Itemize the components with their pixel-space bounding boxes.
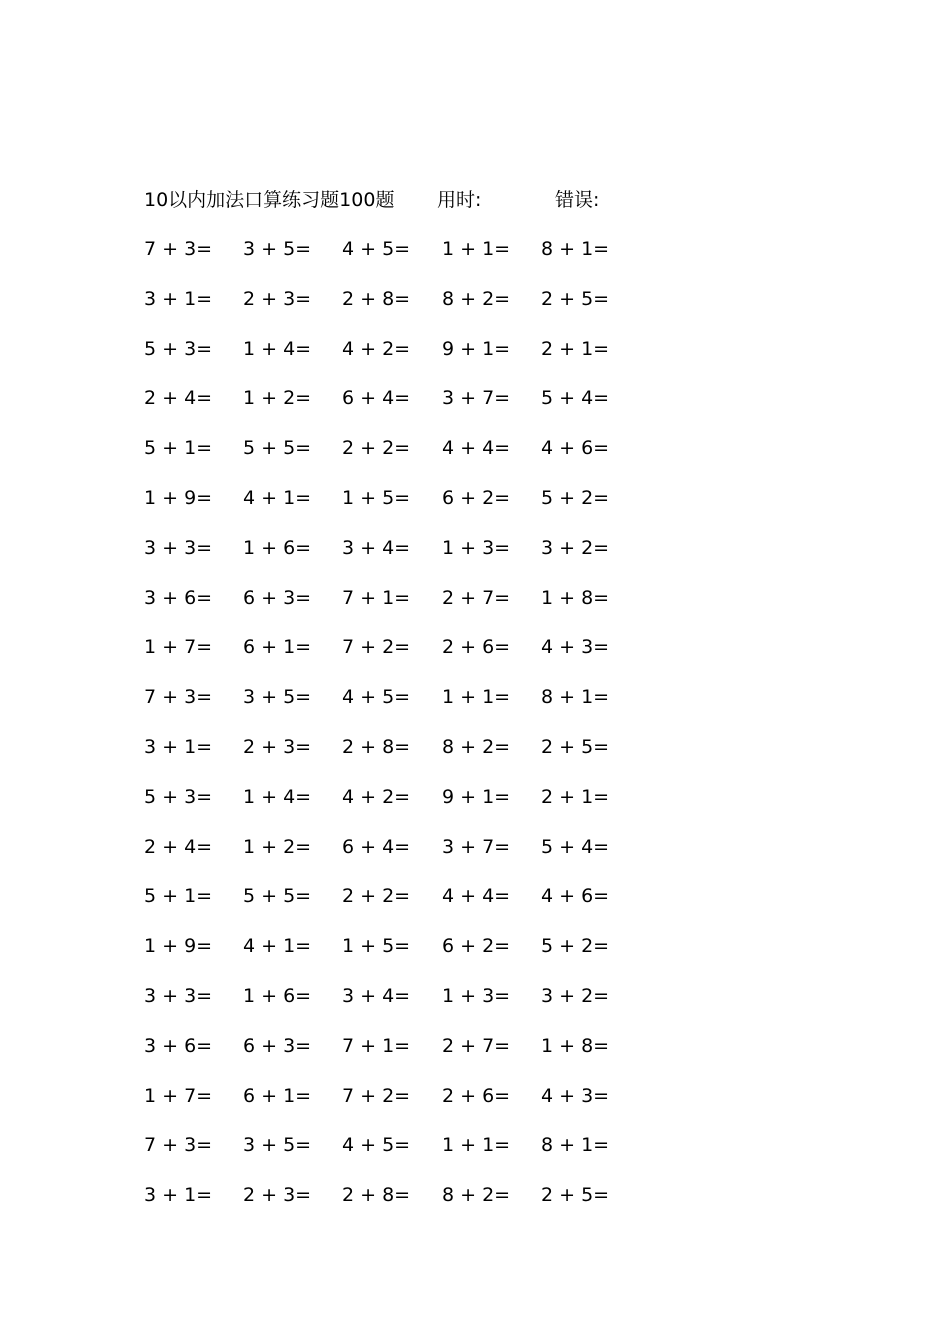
addition-problem: 1 + 4= bbox=[243, 785, 312, 808]
addition-problem: 3 + 4= bbox=[342, 536, 411, 559]
addition-problem: 1 + 3= bbox=[442, 984, 511, 1007]
addition-problem: 2 + 6= bbox=[442, 1084, 511, 1107]
addition-problem: 1 + 8= bbox=[541, 1034, 610, 1057]
problem-row bbox=[144, 235, 664, 285]
addition-problem: 1 + 5= bbox=[342, 486, 411, 509]
addition-problem: 5 + 4= bbox=[541, 387, 610, 410]
addition-problem: 4 + 3= bbox=[541, 1084, 610, 1107]
addition-problem: 2 + 1= bbox=[541, 785, 610, 808]
problem-row bbox=[144, 1181, 664, 1231]
problem-row bbox=[144, 683, 664, 733]
addition-problem: 8 + 2= bbox=[442, 287, 511, 310]
addition-problem: 4 + 2= bbox=[342, 785, 411, 808]
problem-row bbox=[144, 285, 664, 335]
addition-problem: 9 + 1= bbox=[442, 337, 511, 360]
problem-row bbox=[144, 1082, 664, 1132]
problem-row bbox=[144, 733, 664, 783]
addition-problem: 3 + 5= bbox=[243, 1134, 312, 1157]
addition-problem: 4 + 3= bbox=[541, 636, 610, 659]
addition-problem: 6 + 2= bbox=[442, 935, 511, 958]
addition-problem: 3 + 3= bbox=[144, 984, 213, 1007]
addition-problem: 3 + 7= bbox=[442, 387, 511, 410]
addition-problem: 3 + 2= bbox=[541, 984, 610, 1007]
addition-problem: 4 + 2= bbox=[342, 337, 411, 360]
worksheet-header bbox=[144, 186, 624, 214]
addition-problem: 1 + 2= bbox=[243, 387, 312, 410]
addition-problem: 3 + 5= bbox=[243, 686, 312, 709]
addition-problem: 5 + 4= bbox=[541, 835, 610, 858]
problem-row bbox=[144, 982, 664, 1032]
problem-grid bbox=[144, 235, 664, 1231]
addition-problem: 2 + 3= bbox=[243, 735, 312, 758]
addition-problem: 2 + 1= bbox=[541, 337, 610, 360]
addition-problem: 6 + 3= bbox=[243, 1034, 312, 1057]
problem-row bbox=[144, 484, 664, 534]
problem-row bbox=[144, 384, 664, 434]
addition-problem: 2 + 2= bbox=[342, 885, 411, 908]
addition-problem: 1 + 9= bbox=[144, 486, 213, 509]
addition-problem: 1 + 8= bbox=[541, 586, 610, 609]
addition-problem: 1 + 1= bbox=[442, 686, 511, 709]
addition-problem: 6 + 2= bbox=[442, 486, 511, 509]
worksheet-title: 10以内加法口算练习题100题 bbox=[144, 189, 395, 211]
addition-problem: 2 + 5= bbox=[541, 1184, 610, 1207]
addition-problem: 1 + 7= bbox=[144, 636, 213, 659]
addition-problem: 2 + 3= bbox=[243, 1184, 312, 1207]
addition-problem: 3 + 2= bbox=[541, 536, 610, 559]
addition-problem: 7 + 1= bbox=[342, 1034, 411, 1057]
problem-row bbox=[144, 434, 664, 484]
addition-problem: 2 + 5= bbox=[541, 287, 610, 310]
addition-problem: 5 + 3= bbox=[144, 785, 213, 808]
addition-problem: 2 + 8= bbox=[342, 1184, 411, 1207]
addition-problem: 7 + 2= bbox=[342, 636, 411, 659]
addition-problem: 4 + 5= bbox=[342, 238, 411, 260]
addition-problem: 4 + 6= bbox=[541, 885, 610, 908]
addition-problem: 1 + 2= bbox=[243, 835, 312, 858]
addition-problem: 3 + 1= bbox=[144, 735, 213, 758]
addition-problem: 4 + 5= bbox=[342, 1134, 411, 1157]
addition-problem: 2 + 5= bbox=[541, 735, 610, 758]
addition-problem: 7 + 3= bbox=[144, 1134, 213, 1157]
problem-row bbox=[144, 335, 664, 385]
addition-problem: 1 + 6= bbox=[243, 536, 312, 559]
addition-problem: 8 + 1= bbox=[541, 1134, 610, 1157]
addition-problem: 1 + 1= bbox=[442, 1134, 511, 1157]
addition-problem: 3 + 5= bbox=[243, 238, 312, 260]
addition-problem: 1 + 5= bbox=[342, 935, 411, 958]
addition-problem: 2 + 7= bbox=[442, 586, 511, 609]
problem-row bbox=[144, 833, 664, 883]
addition-problem: 2 + 8= bbox=[342, 735, 411, 758]
problem-row bbox=[144, 534, 664, 584]
addition-problem: 3 + 3= bbox=[144, 536, 213, 559]
addition-problem: 2 + 8= bbox=[342, 287, 411, 310]
addition-problem: 2 + 6= bbox=[442, 636, 511, 659]
addition-problem: 5 + 5= bbox=[243, 437, 312, 460]
addition-problem: 5 + 2= bbox=[541, 486, 610, 509]
addition-problem: 4 + 4= bbox=[442, 885, 511, 908]
addition-problem: 2 + 4= bbox=[144, 387, 213, 410]
problem-row bbox=[144, 1131, 664, 1181]
addition-problem: 1 + 9= bbox=[144, 935, 213, 958]
addition-problem: 3 + 1= bbox=[144, 287, 213, 310]
addition-problem: 8 + 2= bbox=[442, 735, 511, 758]
addition-problem: 2 + 7= bbox=[442, 1034, 511, 1057]
addition-problem: 1 + 6= bbox=[243, 984, 312, 1007]
addition-problem: 1 + 7= bbox=[144, 1084, 213, 1107]
addition-problem: 7 + 3= bbox=[144, 686, 213, 709]
addition-problem: 3 + 1= bbox=[144, 1184, 213, 1207]
addition-problem: 1 + 3= bbox=[442, 536, 511, 559]
addition-problem: 3 + 7= bbox=[442, 835, 511, 858]
addition-problem: 8 + 1= bbox=[541, 238, 610, 260]
addition-problem: 7 + 3= bbox=[144, 238, 213, 260]
addition-problem: 3 + 6= bbox=[144, 1034, 213, 1057]
addition-problem: 3 + 4= bbox=[342, 984, 411, 1007]
addition-problem: 6 + 4= bbox=[342, 387, 411, 410]
addition-problem: 5 + 5= bbox=[243, 885, 312, 908]
addition-problem: 6 + 1= bbox=[243, 636, 312, 659]
addition-problem: 5 + 2= bbox=[541, 935, 610, 958]
addition-problem: 5 + 1= bbox=[144, 885, 213, 908]
addition-problem: 5 + 1= bbox=[144, 437, 213, 460]
addition-problem: 1 + 4= bbox=[243, 337, 312, 360]
addition-problem: 1 + 1= bbox=[442, 238, 511, 260]
addition-problem: 8 + 2= bbox=[442, 1184, 511, 1207]
addition-problem: 6 + 4= bbox=[342, 835, 411, 858]
addition-problem: 2 + 3= bbox=[243, 287, 312, 310]
errors-label: 错误: bbox=[555, 189, 600, 211]
time-used-label: 用时: bbox=[437, 189, 482, 211]
addition-problem: 2 + 4= bbox=[144, 835, 213, 858]
addition-problem: 7 + 1= bbox=[342, 586, 411, 609]
addition-problem: 4 + 4= bbox=[442, 437, 511, 460]
addition-problem: 8 + 1= bbox=[541, 686, 610, 709]
problem-row bbox=[144, 633, 664, 683]
addition-problem: 4 + 5= bbox=[342, 686, 411, 709]
addition-problem: 4 + 1= bbox=[243, 486, 312, 509]
addition-problem: 9 + 1= bbox=[442, 785, 511, 808]
addition-problem: 6 + 1= bbox=[243, 1084, 312, 1107]
addition-problem: 4 + 6= bbox=[541, 437, 610, 460]
addition-problem: 2 + 2= bbox=[342, 437, 411, 460]
problem-row bbox=[144, 584, 664, 634]
problem-row bbox=[144, 932, 664, 982]
addition-problem: 3 + 6= bbox=[144, 586, 213, 609]
addition-problem: 4 + 1= bbox=[243, 935, 312, 958]
problem-row bbox=[144, 783, 664, 833]
addition-problem: 7 + 2= bbox=[342, 1084, 411, 1107]
problem-row bbox=[144, 882, 664, 932]
addition-problem: 5 + 3= bbox=[144, 337, 213, 360]
addition-problem: 6 + 3= bbox=[243, 586, 312, 609]
problem-row bbox=[144, 1032, 664, 1082]
